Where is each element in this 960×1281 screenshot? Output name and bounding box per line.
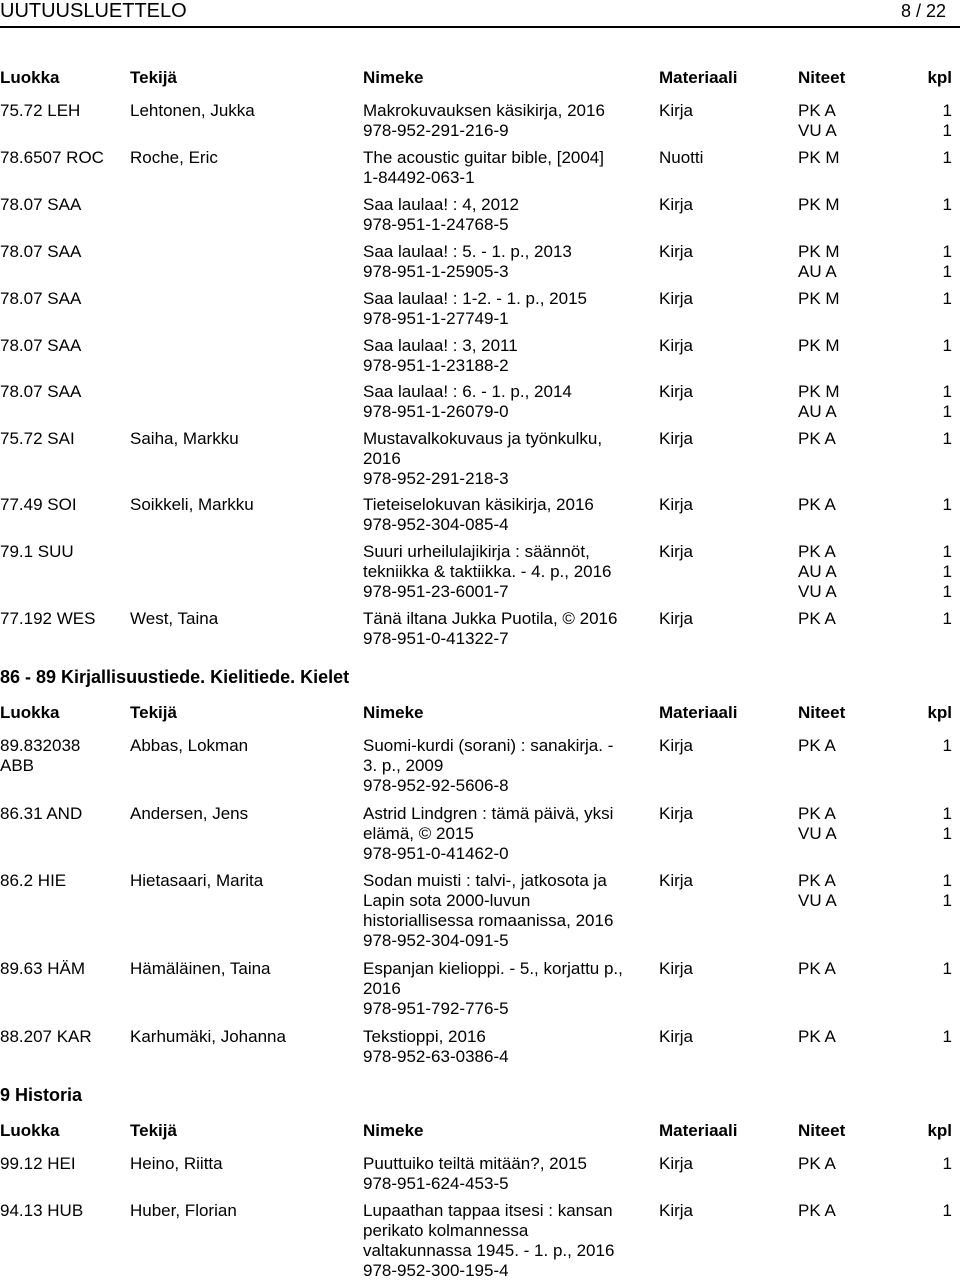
material-type: Kirja xyxy=(659,1027,694,1046)
material-type: Kirja xyxy=(659,1154,694,1173)
call-number: 78.07 SAA xyxy=(0,195,82,214)
copy-count: 1 xyxy=(942,148,952,167)
copy-location: PK M xyxy=(798,195,840,214)
column-header-niteet: Niteet xyxy=(798,703,846,722)
column-header-tekija: Tekijä xyxy=(130,1121,177,1140)
call-number: 86.31 AND xyxy=(0,804,83,823)
title-line: Tieteiselokuvan käsikirja, 2016 xyxy=(363,495,594,514)
copy-count: 1 xyxy=(942,736,952,755)
material-type: Kirja xyxy=(659,495,694,514)
header-rule xyxy=(0,26,960,28)
call-number: 86.2 HIE xyxy=(0,871,67,890)
column-header-nimeke: Nimeke xyxy=(363,68,424,87)
title-line: historiallisessa romaanissa, 2016 xyxy=(363,911,614,930)
column-header-kpl: kpl xyxy=(927,68,952,87)
title-line: Saa laulaa! : 3, 2011 xyxy=(363,336,518,355)
author: Heino, Riitta xyxy=(130,1154,223,1173)
title-line: Saa laulaa! : 5. - 1. p., 2013 xyxy=(363,242,572,261)
column-header-luokka: Luokka xyxy=(0,1121,60,1140)
copy-location: AU A xyxy=(798,562,837,581)
call-number: 89.832038 ABB xyxy=(0,736,81,775)
copy-location: PK A xyxy=(798,1201,836,1220)
call-number: 88.207 KAR xyxy=(0,1027,92,1046)
material-type: Nuotti xyxy=(659,148,704,167)
title-line: Saa laulaa! : 1-2. - 1. p., 2015 xyxy=(363,289,587,308)
copy-count: 1 xyxy=(942,242,952,261)
material-type: Kirja xyxy=(659,609,694,628)
title-line: Suomi-kurdi (sorani) : sanakirja. - xyxy=(363,736,614,755)
title-line: Lapin sota 2000-luvun xyxy=(363,891,531,910)
material-type: Kirja xyxy=(659,289,694,308)
author: Saiha, Markku xyxy=(130,429,239,448)
material-type: Kirja xyxy=(659,871,694,890)
copy-count: 1 xyxy=(942,1154,952,1173)
copy-location: PK M xyxy=(798,336,840,355)
author: Soikkeli, Markku xyxy=(130,495,254,514)
title-line: Saa laulaa! : 6. - 1. p., 2014 xyxy=(363,382,572,401)
title-line: 2016 xyxy=(363,449,401,468)
material-type: Kirja xyxy=(659,382,694,401)
isbn: 978-952-304-085-4 xyxy=(363,515,509,534)
material-type: Kirja xyxy=(659,242,694,261)
isbn: 978-951-0-41322-7 xyxy=(363,629,509,648)
title-line: 2016 xyxy=(363,979,401,998)
copy-location: PK A xyxy=(798,101,836,120)
copy-count: 1 xyxy=(942,336,952,355)
column-header-luokka: Luokka xyxy=(0,68,60,87)
isbn: 978-951-792-776-5 xyxy=(363,999,509,1018)
title-line: Espanjan kielioppi. - 5., korjattu p., xyxy=(363,959,623,978)
isbn: 1-84492-063-1 xyxy=(363,168,475,187)
title-line: Mustavalkokuvaus ja työnkulku, xyxy=(363,429,603,448)
copy-count: 1 xyxy=(942,382,952,401)
author: West, Taina xyxy=(130,609,219,628)
copy-location: PK M xyxy=(798,242,840,261)
copy-count: 1 xyxy=(942,429,952,448)
copy-count: 1 xyxy=(942,121,952,140)
copy-count: 1 xyxy=(942,562,952,581)
call-number: 78.07 SAA xyxy=(0,242,82,261)
title-line: Tänä iltana Jukka Puotila, © 2016 xyxy=(363,609,618,628)
isbn: 978-951-1-25905-3 xyxy=(363,262,509,281)
copy-count: 1 xyxy=(942,804,952,823)
call-number: 78.6507 ROC xyxy=(0,148,104,167)
title-line: elämä, © 2015 xyxy=(363,824,474,843)
column-header-materiaali: Materiaali xyxy=(659,68,738,87)
copy-location: VU A xyxy=(798,891,837,910)
title-line: 3. p., 2009 xyxy=(363,756,444,775)
column-header-luokka: Luokka xyxy=(0,703,60,722)
material-type: Kirja xyxy=(659,959,694,978)
call-number: 75.72 SAI xyxy=(0,429,75,448)
isbn: 978-952-63-0386-4 xyxy=(363,1047,509,1066)
isbn: 978-951-23-6001-7 xyxy=(363,582,509,601)
author: Abbas, Lokman xyxy=(130,736,249,755)
title-line: Lupaathan tappaa itsesi : kansan xyxy=(363,1201,613,1220)
isbn: 978-952-291-216-9 xyxy=(363,121,509,140)
copy-location: PK A xyxy=(798,609,836,628)
material-type: Kirja xyxy=(659,429,694,448)
material-type: Kirja xyxy=(659,542,694,561)
isbn: 978-951-1-23188-2 xyxy=(363,356,509,375)
title-line: valtakunnassa 1945. - 1. p., 2016 xyxy=(363,1241,615,1260)
material-type: Kirja xyxy=(659,1201,694,1220)
title-line: The acoustic guitar bible, [2004] xyxy=(363,148,604,167)
copy-location: PK A xyxy=(798,495,836,514)
copy-count: 1 xyxy=(942,542,952,561)
copy-location: PK A xyxy=(798,542,836,561)
copy-count: 1 xyxy=(942,1027,952,1046)
copy-location: PK M xyxy=(798,382,840,401)
column-header-tekija: Tekijä xyxy=(130,68,177,87)
isbn: 978-952-92-5606-8 xyxy=(363,776,509,795)
copy-location: PK A xyxy=(798,871,836,890)
column-header-tekija: Tekijä xyxy=(130,703,177,722)
title-line: Makrokuvauksen käsikirja, 2016 xyxy=(363,101,605,120)
copy-location: VU A xyxy=(798,582,837,601)
call-number: 79.1 SUU xyxy=(0,542,74,561)
title-line: Puuttuiko teiltä mitään?, 2015 xyxy=(363,1154,587,1173)
title-line: perikato kolmannessa xyxy=(363,1221,529,1240)
call-number: 94.13 HUB xyxy=(0,1201,84,1220)
copy-count: 1 xyxy=(942,1201,952,1220)
call-number: 99.12 HEI xyxy=(0,1154,76,1173)
isbn: 978-951-1-27749-1 xyxy=(363,309,509,328)
copy-location: VU A xyxy=(798,824,837,843)
call-number: 77.49 SOI xyxy=(0,495,77,514)
isbn: 978-951-1-26079-0 xyxy=(363,402,509,421)
column-header-niteet: Niteet xyxy=(798,1121,846,1140)
section-title: 9 Historia xyxy=(0,1085,83,1105)
author: Lehtonen, Jukka xyxy=(130,101,255,120)
copy-location: PK A xyxy=(798,804,836,823)
author: Huber, Florian xyxy=(130,1201,237,1220)
call-number: 75.72 LEH xyxy=(0,101,81,120)
copy-location: AU A xyxy=(798,262,837,281)
isbn: 978-951-624-453-5 xyxy=(363,1174,509,1193)
copy-count: 1 xyxy=(942,959,952,978)
copy-count: 1 xyxy=(942,582,952,601)
copy-location: PK A xyxy=(798,1027,836,1046)
call-number: 78.07 SAA xyxy=(0,289,82,308)
copy-count: 1 xyxy=(942,262,952,281)
copy-location: PK M xyxy=(798,148,840,167)
isbn: 978-951-0-41462-0 xyxy=(363,844,509,863)
copy-count: 1 xyxy=(942,495,952,514)
column-header-materiaali: Materiaali xyxy=(659,1121,738,1140)
copy-count: 1 xyxy=(942,195,952,214)
copy-location: PK A xyxy=(798,736,836,755)
call-number: 78.07 SAA xyxy=(0,336,82,355)
isbn: 978-951-1-24768-5 xyxy=(363,215,509,234)
material-type: Kirja xyxy=(659,336,694,355)
page-number: 8 / 22 xyxy=(900,1,946,21)
copy-count: 1 xyxy=(942,101,952,120)
author: Roche, Eric xyxy=(130,148,218,167)
isbn: 978-952-300-195-4 xyxy=(363,1261,509,1280)
copy-location: VU A xyxy=(798,121,837,140)
column-header-niteet: Niteet xyxy=(798,68,846,87)
column-header-kpl: kpl xyxy=(927,703,952,722)
call-number: 78.07 SAA xyxy=(0,382,82,401)
column-header-nimeke: Nimeke xyxy=(363,1121,424,1140)
catalog-title: UUTUUSLUETTELO xyxy=(0,0,187,22)
copy-location: PK A xyxy=(798,959,836,978)
copy-count: 1 xyxy=(942,824,952,843)
column-header-kpl: kpl xyxy=(927,1121,952,1140)
title-line: tekniikka & taktiikka. - 4. p., 2016 xyxy=(363,562,612,581)
column-header-nimeke: Nimeke xyxy=(363,703,424,722)
author: Hämäläinen, Taina xyxy=(130,959,271,978)
title-line: Suuri urheilulajikirja : säännöt, xyxy=(363,542,590,561)
copy-location: PK A xyxy=(798,1154,836,1173)
call-number: 77.192 WES xyxy=(0,609,96,628)
copy-count: 1 xyxy=(942,871,952,890)
material-type: Kirja xyxy=(659,804,694,823)
column-header-materiaali: Materiaali xyxy=(659,703,738,722)
copy-location: AU A xyxy=(798,402,837,421)
title-line: Tekstioppi, 2016 xyxy=(363,1027,486,1046)
section-title: 86 - 89 Kirjallisuustiede. Kielitiede. Kielet xyxy=(0,667,350,687)
copy-location: PK M xyxy=(798,289,840,308)
isbn: 978-952-304-091-5 xyxy=(363,931,509,950)
copy-count: 1 xyxy=(942,891,952,910)
material-type: Kirja xyxy=(659,736,694,755)
author: Andersen, Jens xyxy=(130,804,249,823)
copy-location: PK A xyxy=(798,429,836,448)
author: Karhumäki, Johanna xyxy=(130,1027,286,1046)
material-type: Kirja xyxy=(659,195,694,214)
isbn: 978-952-291-218-3 xyxy=(363,469,509,488)
title-line: Sodan muisti : talvi-, jatkosota ja xyxy=(363,871,607,890)
title-line: Saa laulaa! : 4, 2012 xyxy=(363,195,519,214)
copy-count: 1 xyxy=(942,289,952,308)
copy-count: 1 xyxy=(942,402,952,421)
title-line: Astrid Lindgren : tämä päivä, yksi xyxy=(363,804,614,823)
call-number: 89.63 HÄM xyxy=(0,959,86,978)
author: Hietasaari, Marita xyxy=(130,871,264,890)
material-type: Kirja xyxy=(659,101,694,120)
copy-count: 1 xyxy=(942,609,952,628)
